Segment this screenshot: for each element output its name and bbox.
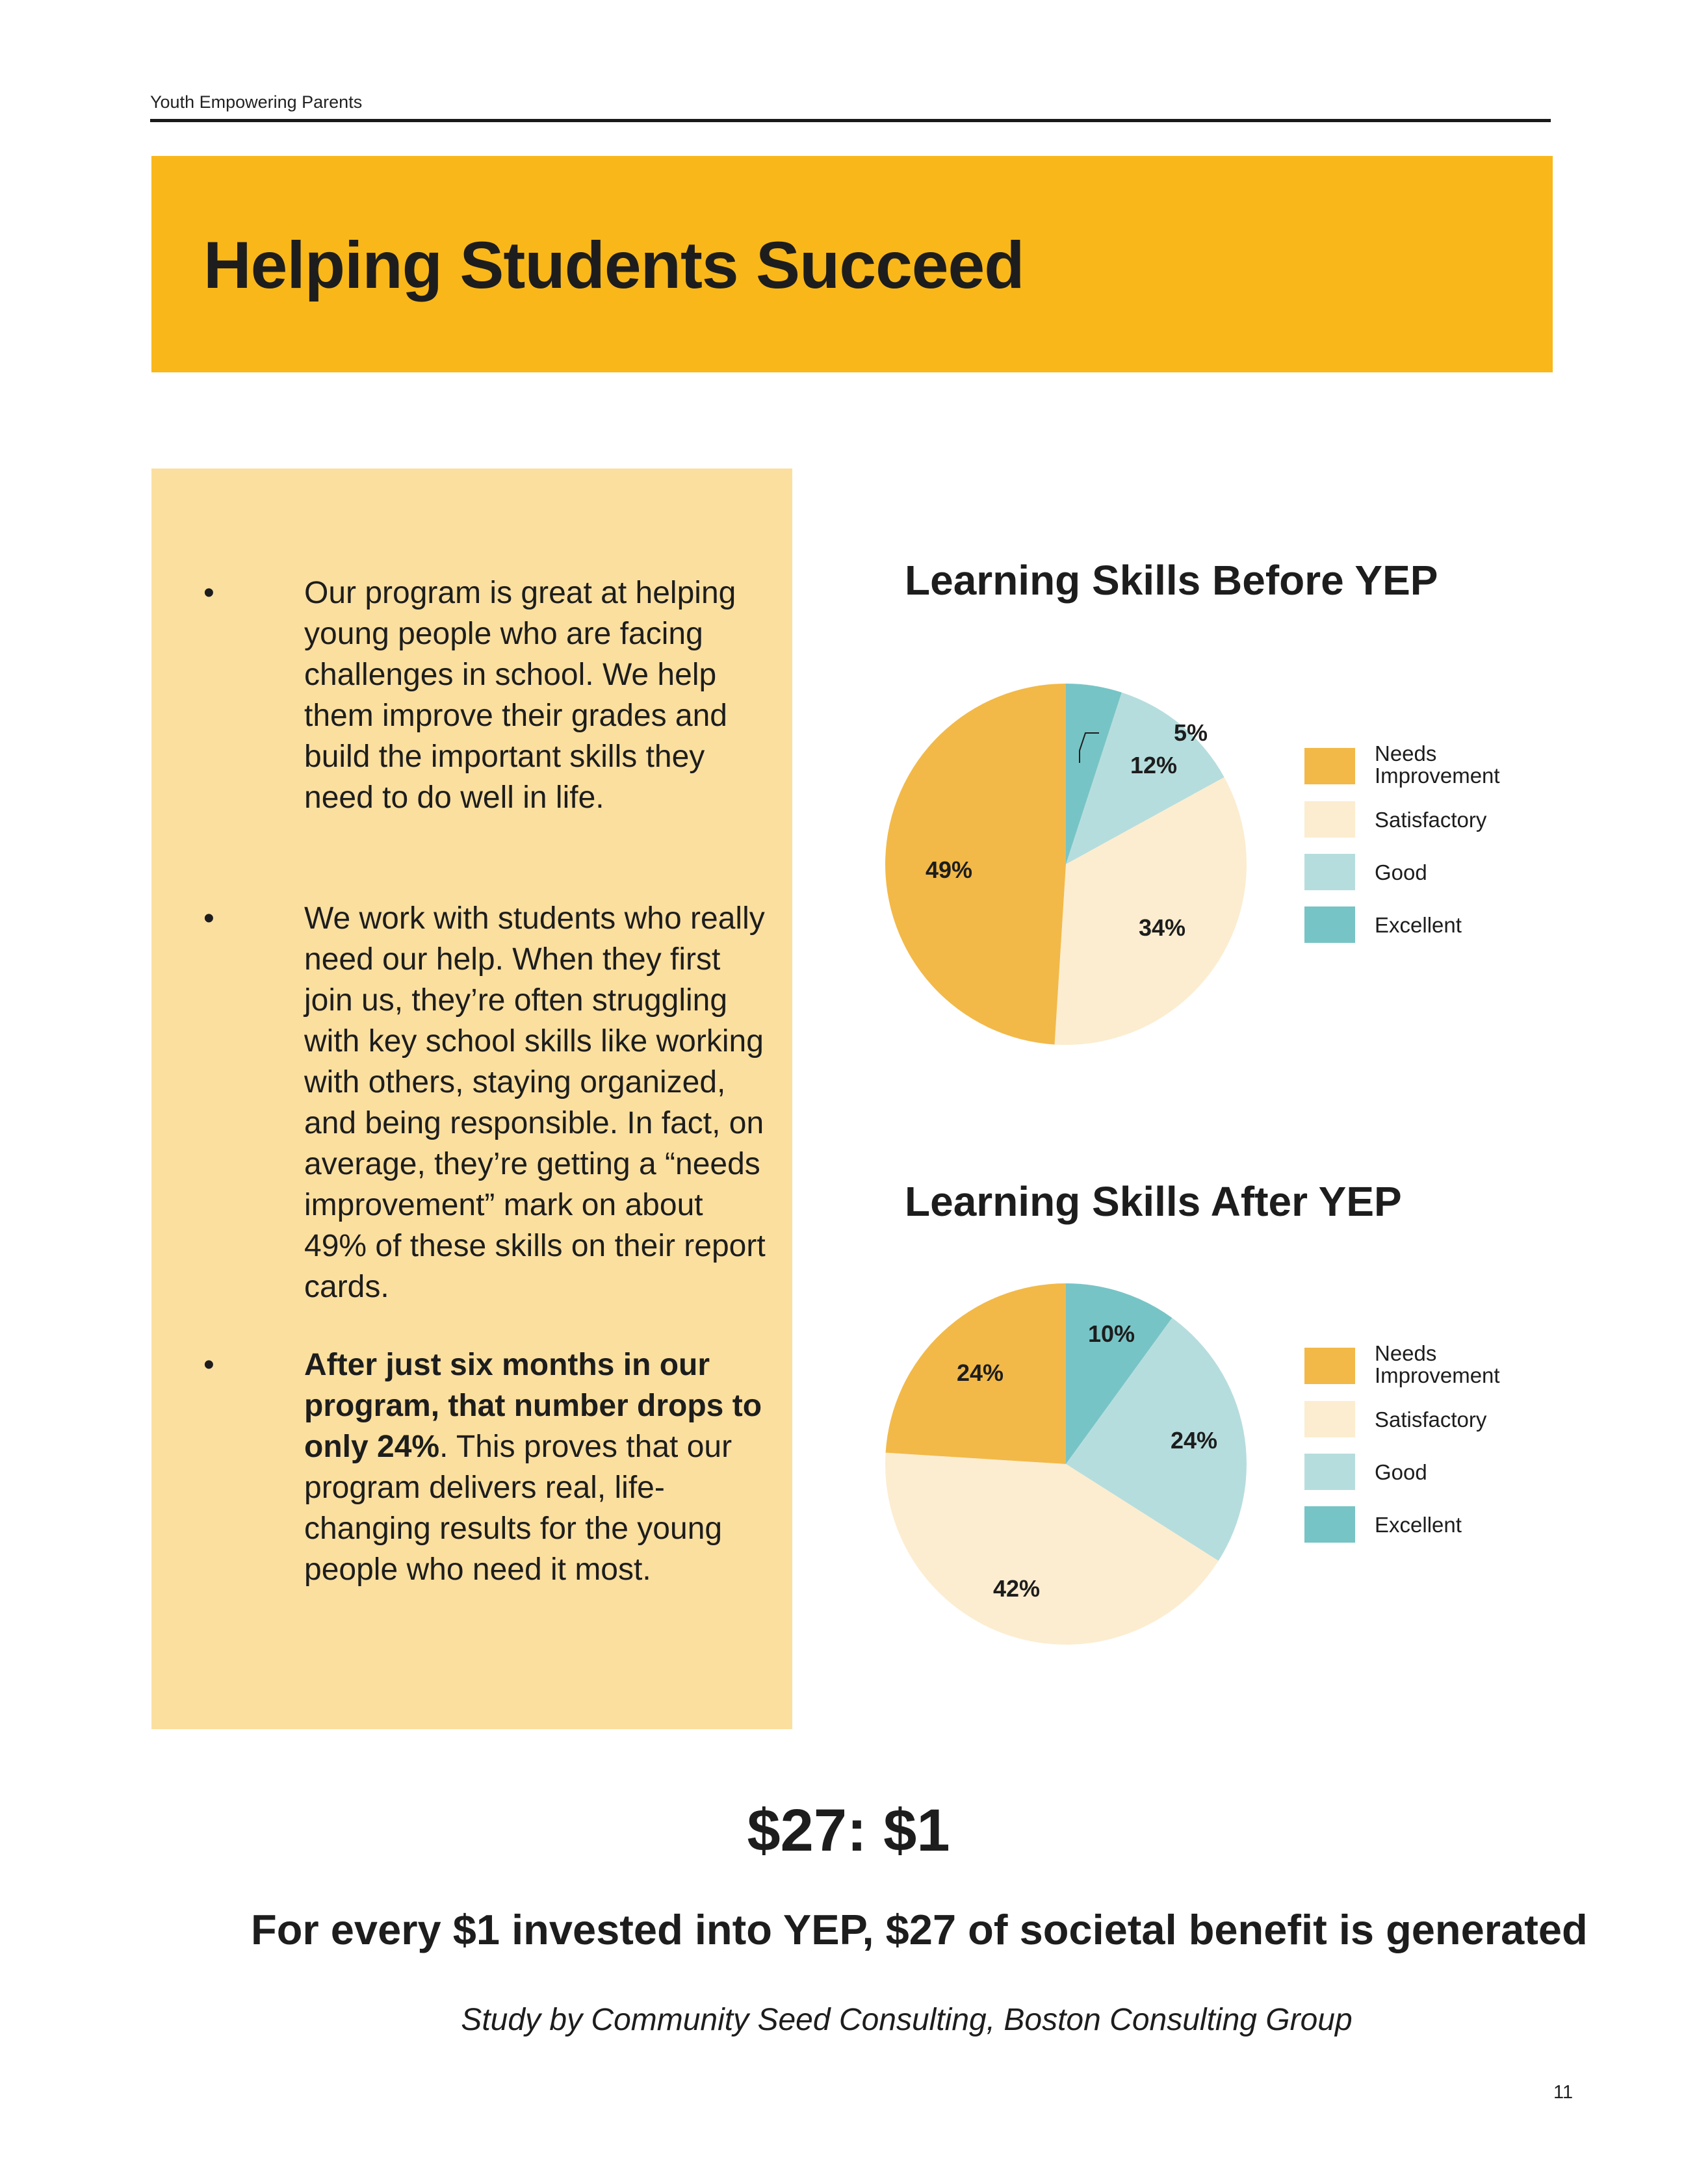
legend-label: Satisfactory [1375, 808, 1487, 832]
legend-swatch [1304, 801, 1355, 838]
title-banner [151, 156, 1553, 372]
legend-label: Good [1375, 1460, 1427, 1484]
bullet-marker: • [203, 901, 214, 936]
pie-label-before-excellent: 5% [1174, 719, 1208, 746]
legend-label: Satisfactory [1375, 1407, 1487, 1432]
bullet-text: Our program is great at helping young people who are facing challenges in school. We help them improve their grades and build the important skills they need to do well in life. [304, 576, 736, 815]
chart-title-before: Learning Skills Before YEP [905, 557, 1438, 604]
page-number: 11 [1553, 2082, 1574, 2103]
legend-swatch [1304, 748, 1355, 784]
bullet-rest-text: . This proves that our program delivers real, life-changing results for the young people who need it most. [304, 1430, 732, 1587]
pie-slice-before-needs-improvement [885, 684, 1066, 1044]
pie-label-after-needs-improvement: 24% [956, 1359, 1004, 1386]
pie-chart-before [885, 676, 1249, 1053]
pie-label-after-excellent: 10% [1087, 1320, 1135, 1347]
pie-label-after-good: 24% [1170, 1427, 1218, 1454]
chart-title-after: Learning Skills After YEP [905, 1178, 1402, 1225]
legend-label: Excellent [1375, 1513, 1462, 1537]
pie-label-before-satisfactory: 34% [1138, 914, 1186, 941]
bullet-text: We work with students who really need our help. When they first join us, they’re often struggling with key school skills like working with others, staying organized, and being responsible. In fact, on average, they’re getting a “needs improvement” mark on about 49% of these skills on their report cards. [304, 901, 766, 1304]
bullet-marker: • [203, 1348, 214, 1382]
legend-swatch [1304, 1348, 1355, 1384]
legend-label: Needs Improvement [1375, 741, 1500, 788]
legend-label: Excellent [1375, 913, 1462, 937]
legend-swatch [1304, 1401, 1355, 1437]
text-panel [151, 469, 792, 1729]
running-title: Youth Empowering Parents [150, 92, 363, 112]
study-source: Study by Community Seed Consulting, Boston Consulting Group [461, 2003, 1353, 2037]
bullet-text-3 [304, 1344, 772, 1590]
pie-label-before-needs-improvement: 49% [925, 856, 973, 883]
pie-label-before-good: 12% [1130, 752, 1178, 778]
benefit-statement: For every $1 invested into YEP, $27 of societal benefit is generated [251, 1906, 1588, 1953]
legend-swatch [1304, 1506, 1355, 1543]
header-rule [150, 119, 1551, 122]
bullet-marker: • [203, 576, 214, 610]
legend-label: Needs Improvement [1375, 1341, 1500, 1387]
legend-swatch [1304, 906, 1355, 943]
legend-swatch [1304, 854, 1355, 890]
bullet-bold-text: After just six months in our program, that number drops to only 24% [304, 1348, 762, 1464]
page-title: Helping Students Succeed [203, 228, 1024, 302]
pie-chart-after [885, 1280, 1249, 1651]
legend-swatch [1304, 1454, 1355, 1490]
roi-ratio: $27: $1 [747, 1797, 950, 1864]
legend-label: Good [1375, 860, 1427, 884]
pie-label-after-satisfactory: 42% [992, 1575, 1041, 1602]
